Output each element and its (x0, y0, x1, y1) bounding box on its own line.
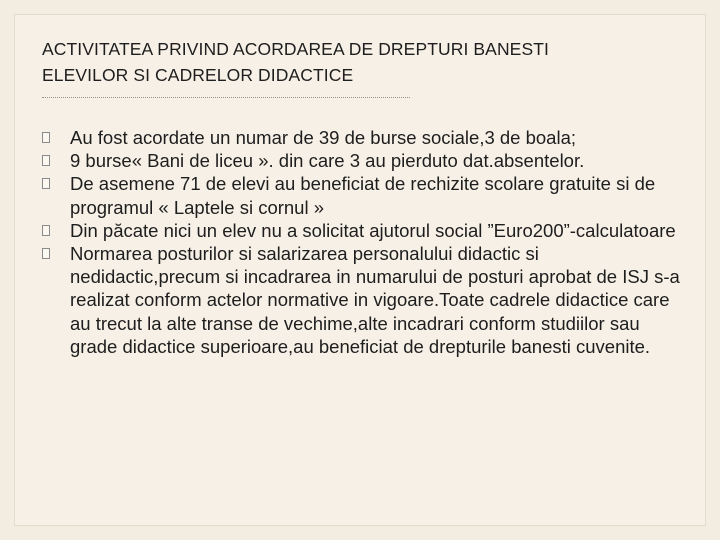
bullet-item-school-supplies (42, 172, 687, 218)
bullet-text: Normarea posturilor si salarizarea personalului didactic si nedidactic,precum si incadrarea in numarului de posturi aprobat de ISJ s-a realizat conform actelor normative in vigoare.Toate cadrele didactice care au trecut la alte transe de vechime,alte incadrari conform studiilor sau grade didactice superioare,au beneficiat de drepturile banesti cuvenite. (70, 243, 680, 357)
bullet-list (42, 126, 687, 358)
slide-title-line-2: ELEVILOR SI CADRELOR DIDACTICE (42, 65, 354, 85)
slide-title (42, 36, 682, 88)
bullet-text: Din păcate nici un elev nu a solicitat ajutorul social ”Euro200”-calculatoare (70, 219, 676, 241)
bullet-item-scholarships (42, 126, 687, 149)
bullet-item-staffing (42, 242, 687, 358)
title-underline-divider (42, 97, 410, 98)
bullet-text: Au fost acordate un numar de 39 de burse sociale,3 de boala; (70, 127, 577, 148)
bullet-text: De asemene 71 de elevi au beneficiat de rechizite scolare gratuite si de programul « Laptele si cornul » (70, 173, 656, 218)
bullet-text: 9 burse« Bani de liceu ». din care 3 au pierduto dat.absentelor. (70, 150, 585, 172)
square-bullet-icon (42, 225, 50, 236)
square-bullet-icon (42, 248, 50, 259)
square-bullet-icon (42, 178, 50, 189)
slide-title-line-1: ACTIVITATEA PRIVIND ACORDAREA DE DREPTURI BANESTI (42, 39, 549, 59)
bullet-item-euro200 (42, 219, 687, 242)
bullet-item-bani-de-liceu (42, 149, 687, 172)
square-bullet-icon (42, 132, 50, 143)
square-bullet-icon (42, 155, 50, 166)
